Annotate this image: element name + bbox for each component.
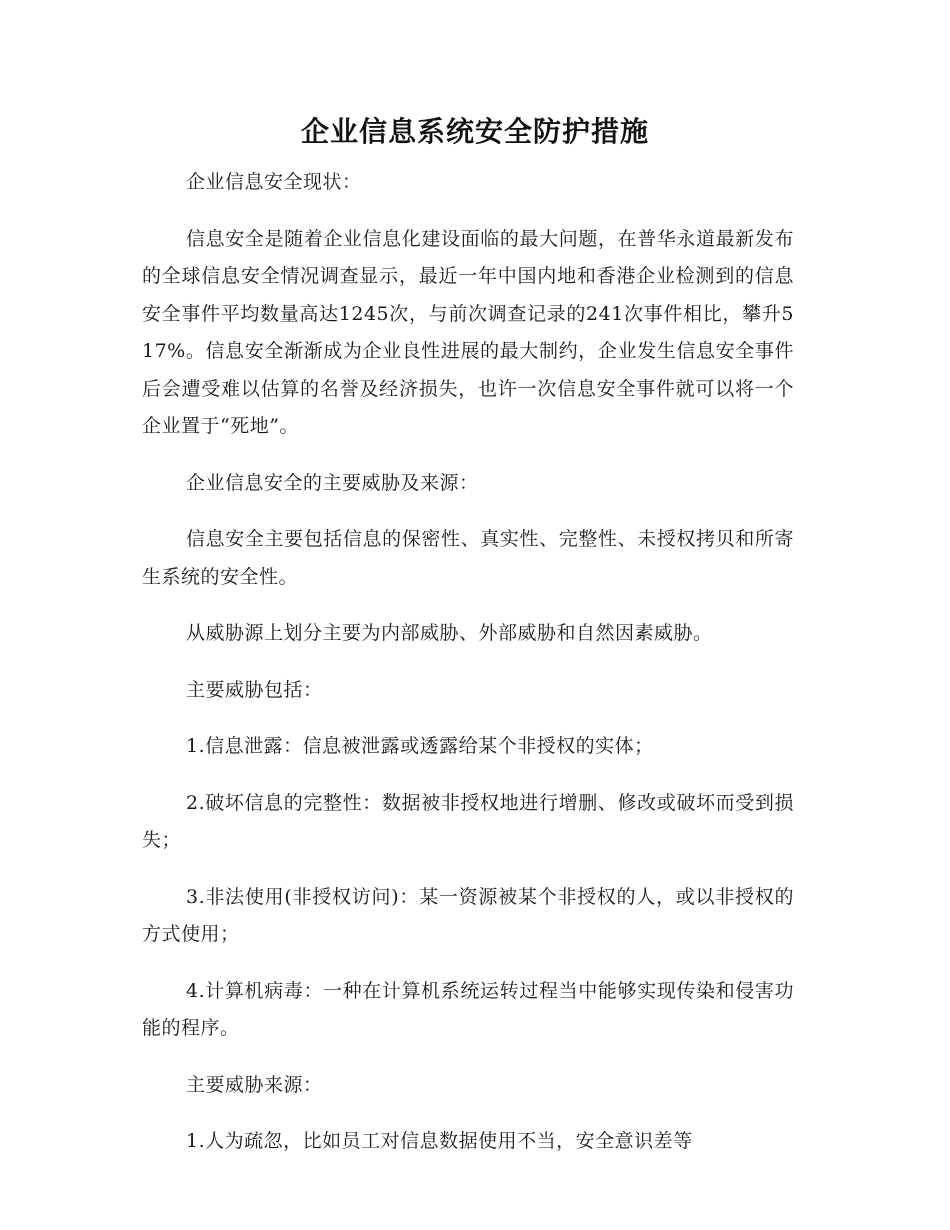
paragraph-security-scope: 信息安全主要包括信息的保密性、真实性、完整性、未授权拷贝和所寄生系统的安全性。	[142, 528, 794, 588]
list-item-integrity-damage: 2.破坏信息的完整性：数据被非授权地进行增删、修改或破坏而受到损失；	[142, 791, 794, 851]
list-item-info-leak: 1.信息泄露：信息被泄露或透露给某个非授权的实体；	[186, 735, 654, 757]
paragraph-threat-sources-split: 从威胁源上划分主要为内部威胁、外部威胁和自然因素威胁。	[186, 622, 713, 644]
list-item-illegal-use: 3.非法使用(非授权访问)：某一资源被某个非授权的人，或以非授权的方式使用；	[142, 885, 794, 945]
list-item-computer-virus: 4.计算机病毒：一种在计算机系统运转过程当中能够实现传染和侵害功能的程序。	[142, 979, 794, 1039]
paragraph-status-heading: 企业信息安全现状：	[186, 171, 362, 193]
paragraph-threat-origins-heading: 主要威胁来源：	[186, 1073, 323, 1096]
document-title: 企业信息系统安全防护措施	[300, 115, 649, 148]
paragraph-status-body: 信息安全是随着企业信息化建设面临的最大问题，在普华永道最新发布的全球信息安全情况调查显示，最近一年中国内地和香港企业检测到的信息安全事件平均数量高达1245次，与前次调查记录的241次事件相比，攀升517%。信息安全渐渐成为企业良性进展的最大制约，企业发生信息安全事件后会遭受难以估算的名誉及经济损失，也许一次信息安全事件就可以将一个企业置于“死地”。	[142, 227, 794, 437]
paragraph-threats-heading: 企业信息安全的主要威胁及来源：	[186, 471, 479, 494]
document-body	[142, 164, 794, 1161]
paragraph-main-threats-heading: 主要威胁包括：	[186, 678, 323, 701]
list-item-human-negligence: 1.人为疏忽，比如员工对信息数据使用不当，安全意识差等	[186, 1130, 693, 1152]
